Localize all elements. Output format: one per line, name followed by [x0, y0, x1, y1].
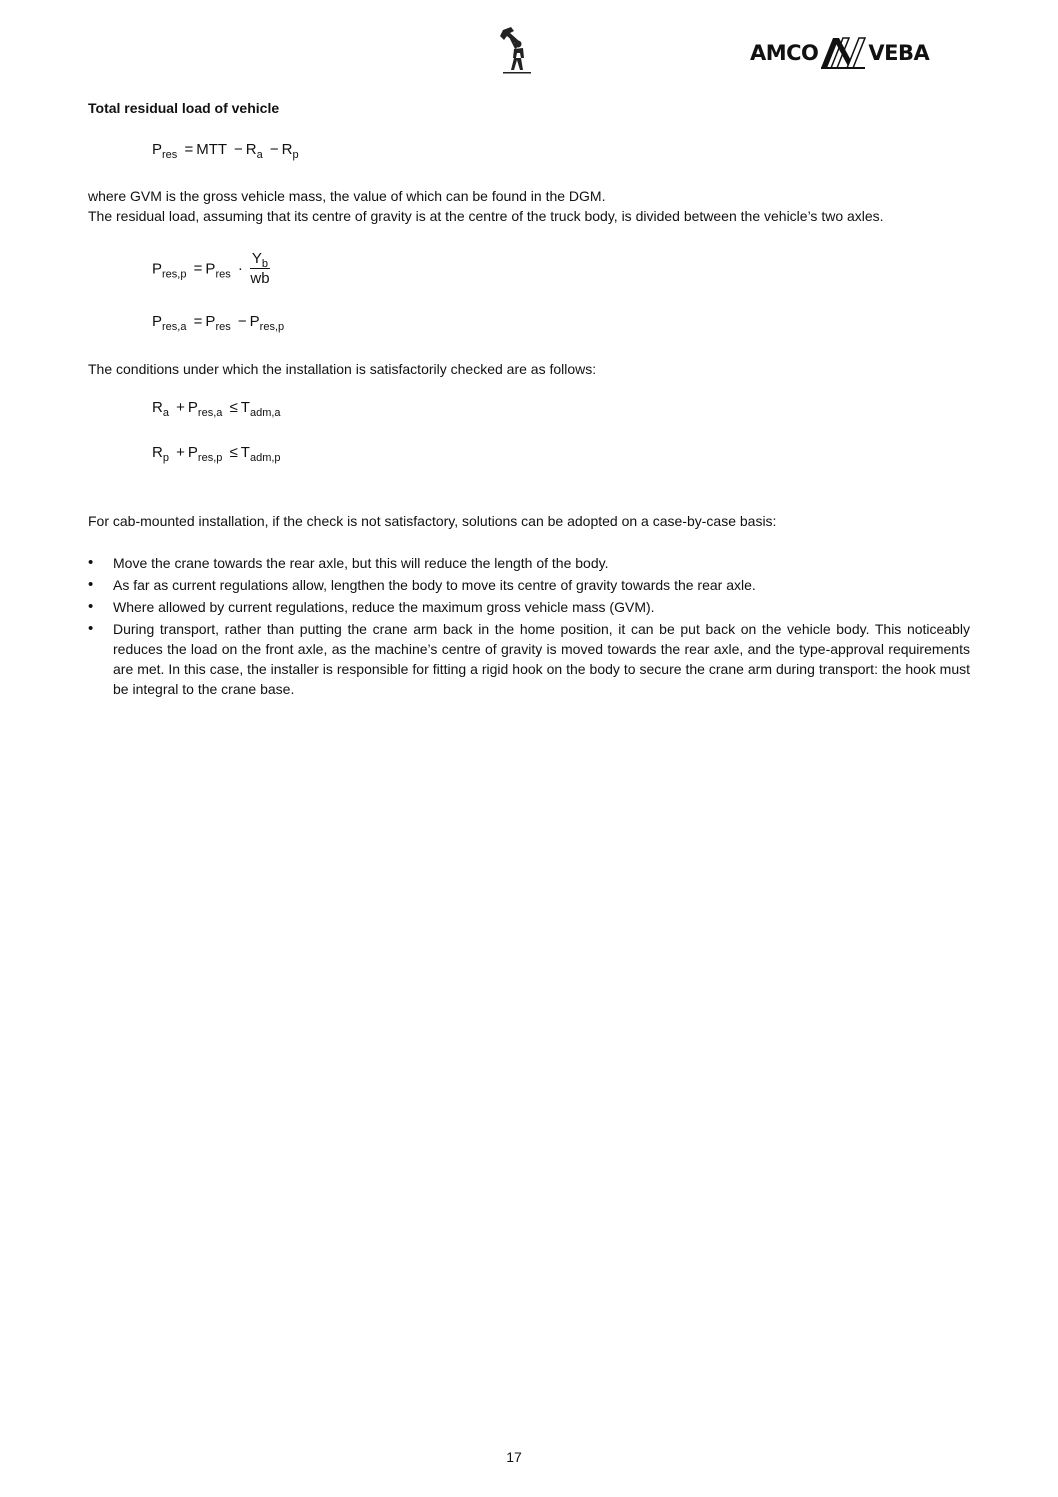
- formula-term: P: [187, 399, 198, 416]
- formula-subscript: res,a: [162, 321, 187, 333]
- formula-term: P: [187, 444, 198, 461]
- formula-term: R: [245, 141, 257, 158]
- paragraph-conditions-intro: The conditions under which the installation is satisfactorily checked are as follows:: [88, 361, 597, 377]
- amco-veba-logo-mark: [819, 36, 867, 70]
- formula-subscript: b: [261, 258, 269, 270]
- formula-term: MTT: [196, 141, 227, 158]
- fraction-denominator: wb: [250, 270, 270, 287]
- list-item: • Where allowed by current regulations, reduce the maximum gross vehicle mass (GVM).: [88, 597, 970, 617]
- worker-with-wrench-icon: [493, 22, 539, 76]
- formula-term: P: [152, 260, 163, 278]
- list-item: • As far as current regulations allow, lengthen the body to move its centre of gravity towards the rear axle.: [88, 575, 970, 595]
- formula-operator: =: [193, 313, 203, 330]
- company-logo: [750, 36, 929, 70]
- formula-subscript: res,p: [259, 321, 285, 333]
- formula-operator: +: [176, 399, 185, 416]
- formula-operator: −: [269, 141, 279, 158]
- formula-term: R: [152, 399, 163, 416]
- formula-operator: −: [233, 141, 243, 158]
- formula-operator: +: [176, 444, 185, 461]
- formula-term: T: [240, 444, 250, 461]
- formula-subscript: res: [162, 149, 178, 161]
- formula-operator: ·: [237, 260, 243, 278]
- list-item: • During transport, rather than putting the crane arm back in the home position, it can be put back on the vehicle body. This noticeably reduces the load on the front axle, as the machine’s centre of gravity is moved towards the rear axle, and the type-approval requirements are met. In this case, the installer is responsible for fitting a rigid hook on the body to secure the crane arm during transport: the hook must be integral to the crane base.: [88, 619, 970, 699]
- formula-operator: =: [193, 260, 203, 278]
- formula-subscript: p: [162, 452, 169, 464]
- paragraph-gvm-note: where GVM is the gross vehicle mass, the value of which can be found in the DGM.: [88, 188, 606, 204]
- logo-text-right: VEBA: [868, 41, 930, 65]
- formula-term: R: [152, 444, 163, 461]
- formula-fraction: [250, 250, 270, 289]
- formula-subscript: a: [256, 149, 263, 161]
- paragraph-residual-note: The residual load, assuming that its centre of gravity is at the centre of the truck body, is divided between the vehicle’s two axles.: [88, 208, 884, 224]
- formula-total-residual-load: [152, 141, 299, 161]
- formula-term: Y: [251, 250, 262, 267]
- formula-operator: ≤: [229, 444, 238, 461]
- page-number: 17: [506, 1449, 522, 1465]
- logo-text-left: AMCO: [750, 41, 819, 65]
- fraction-numerator: [250, 250, 270, 269]
- formula-subscript: p: [292, 149, 299, 161]
- formula-term: T: [240, 399, 250, 416]
- formula-operator: ≤: [229, 399, 238, 416]
- formula-subscript: a: [162, 407, 169, 419]
- formula-term: P: [249, 313, 260, 330]
- section-heading: Total residual load of vehicle: [88, 100, 280, 116]
- list-item: • Move the crane towards the rear axle, but this will reduce the length of the body.: [88, 553, 970, 573]
- formula-residual-load-rear: [152, 250, 270, 289]
- formula-residual-load-front: [152, 313, 285, 333]
- formula-subscript: res,p: [162, 268, 187, 281]
- formula-subscript: res,a: [197, 407, 223, 419]
- formula-operator: =: [184, 141, 194, 158]
- formula-subscript: adm,p: [249, 452, 281, 464]
- condition-front-axle: [152, 399, 281, 419]
- formula-subscript: res: [215, 321, 231, 333]
- formula-term: P: [205, 313, 216, 330]
- formula-subscript: adm,a: [249, 407, 281, 419]
- formula-subscript: res,p: [197, 452, 223, 464]
- formula-subscript: res: [215, 268, 231, 281]
- formula-term: P: [205, 260, 216, 278]
- paragraph-cab-mounted-intro: For cab-mounted installation, if the check is not satisfactory, solutions can be adopted on a case-by-case basis:: [88, 513, 777, 529]
- formula-term: P: [152, 141, 163, 158]
- formula-term: R: [281, 141, 293, 158]
- solutions-list: [88, 553, 970, 701]
- formula-term: P: [152, 313, 163, 330]
- condition-rear-axle: [152, 444, 281, 464]
- formula-operator: −: [237, 313, 247, 330]
